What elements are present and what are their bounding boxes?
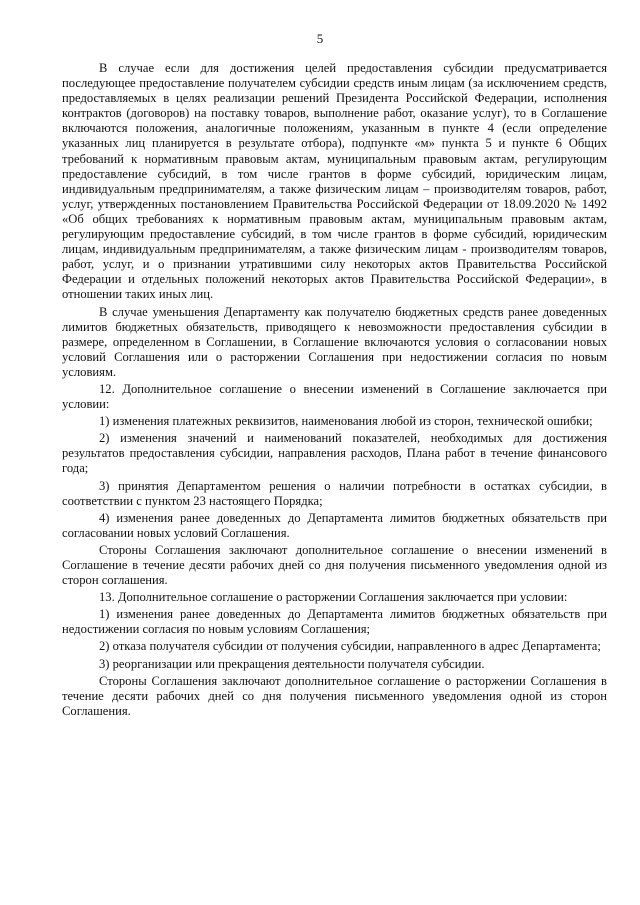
- clause-13-item-3: 3) реорганизации или прекращения деятельности получателя субсидии.: [99, 656, 485, 671]
- clause-12-item-2: 2) изменения значений и наименований показателей, необходимых для достижения результатов предоставления субсидии, направления расходов, Плана работ в течение финансового года;: [62, 431, 607, 476]
- clause-12-item-1: 1) изменения платежных реквизитов, наименования любой из сторон, технической ошибки;: [99, 414, 593, 429]
- page-number: 5: [316, 31, 324, 46]
- clause-12-heading: 12. Дополнительное соглашение о внесении изменений в Соглашение заключается при условии:: [62, 381, 607, 412]
- clause-12-terms: Стороны Соглашения заключают дополнительное соглашение о внесении изменений в Соглашение в течение десяти рабочих дней со дня получения письменного уведомления одной из сторон соглашения.: [62, 542, 607, 588]
- document-body: [62, 61, 607, 721]
- paragraph-subsidy-transfer-conditions: В случае если для достижения целей предоставления субсидии предусматривается последующее предоставление получателем субсидии средств иным лицам (за исключением средств, предоставляемых в целях реализации решений Президента Российской Федерации, исполнения контрактов (договоров) на поставку товаров, выполнение работ, оказание услуг), то в Соглашение включаются положения, аналогичные положениям, указанным в пункте 4 (если определение указанных лиц планируется в результате отбора), подпункте «м» пункта 5 и пункте 6 Общих требований к нормативным правовым актам, муниципальным правовым актам, регулирующим предоставление субсидий, в том числе грантов в форме субсидий, юридическим лицам, индивидуальным предпринимателям, а также физическим лицам – производителям товаров, работ, услуг, утвержденных постановлением Правительства Российской Федерации от 18.09.2020 № 1492 «Об общих требованиях к нормативным правовым актам, муниципальным правовым актам, регулирующим предоставление субсидий, в том числе грантов в форме субсидий, юридическим лицам, индивидуальным предпринимателям, а также физическим лицам - производителям товаров, работ, услуг, и о признании утратившими силу некоторых актов Правительства Российской Федерации и отдельных положений некоторых актов Правительства Российской Федерации», в отношении таких иных лиц.: [62, 61, 607, 302]
- clause-13-item-1: 1) изменения ранее доведенных до Департамента лимитов бюджетных обязательств при недостижении согласия по новым условиям Соглашения;: [62, 607, 607, 637]
- clause-13-heading: 13. Дополнительное соглашение о расторжении Соглашения заключается при условии:: [99, 590, 568, 605]
- paragraph-budget-limits-reduction: В случае уменьшения Департаменту как получателю бюджетных средств ранее доведенных лимитов бюджетных обязательств, приводящего к невозможности предоставления субсидии в размере, определенном в Соглашении, в Соглашение включаются условия о согласовании новых условий Соглашения или о расторжении Соглашения при недостижении согласия по новым условиям.: [62, 304, 607, 379]
- clause-12-item-3: 3) принятия Департаментом решения о наличии потребности в остатках субсидии, в соответствии с пунктом 23 настоящего Порядка;: [62, 478, 607, 508]
- clause-13-terms: Стороны Соглашения заключают дополнительное соглашение о расторжении Соглашения в течение десяти рабочих дней со дня получения письменного уведомления одной из сторон Соглашения.: [62, 673, 607, 718]
- clause-13-item-2: 2) отказа получателя субсидии от получения субсидии, направленного в адрес Департамента;: [99, 639, 601, 654]
- clause-12-item-4: 4) изменения ранее доведенных до Департамента лимитов бюджетных обязательств при согласовании новых условий Соглашения.: [62, 510, 607, 540]
